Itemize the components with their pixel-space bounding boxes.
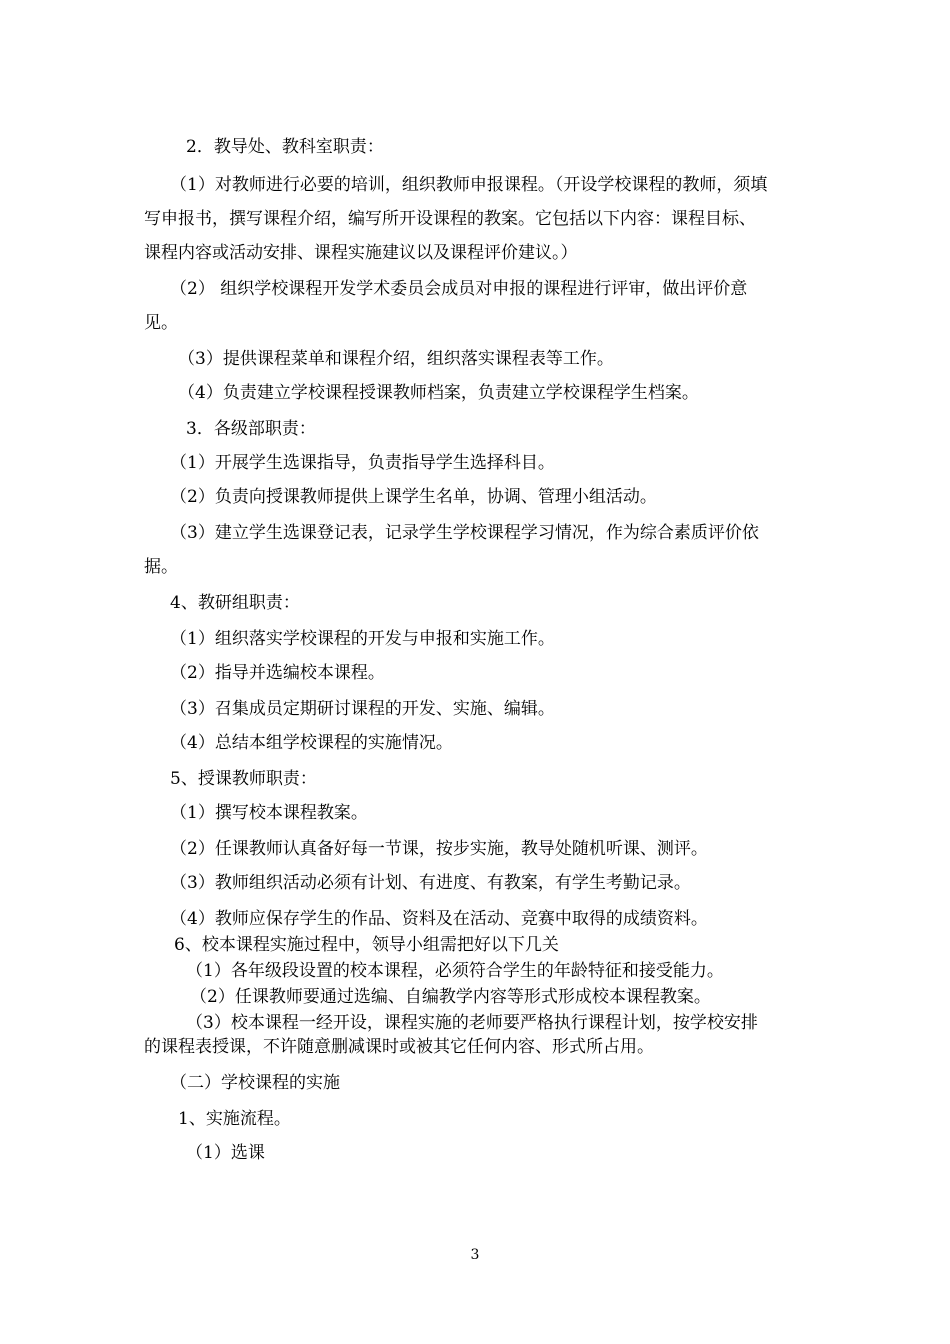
heading-teaching-office-duties: 2．教导处、教科室职责： bbox=[186, 137, 384, 157]
page-number: 3 bbox=[470, 1247, 480, 1263]
paragraph-line: （1）各年级段设置的校本课程，必须符合学生的年龄特征和接受能力。 bbox=[186, 961, 724, 981]
paragraph-line: （2）任课教师认真备好每一节课，按步实施，教导处随机听课、测评。 bbox=[170, 839, 708, 859]
heading-grade-department-duties: 3．各级部职责： bbox=[186, 419, 316, 439]
paragraph-line: 写申报书，撰写课程介绍，编写所开设课程的教案。它包括以下内容：课程目标、 bbox=[144, 209, 756, 229]
paragraph-line: （3）教师组织活动必须有计划、有进度、有教案，有学生考勤记录。 bbox=[170, 873, 691, 893]
paragraph-line: 的课程表授课，不许随意删减课时或被其它任何内容、形式所占用。 bbox=[144, 1037, 654, 1057]
paragraph-line: （1）撰写校本课程教案。 bbox=[170, 803, 368, 823]
paragraph-line: （1）对教师进行必要的培训，组织教师申报课程。（开设学校课程的教师，须填 bbox=[170, 175, 768, 195]
paragraph-line: （2）指导并选编校本课程。 bbox=[170, 663, 385, 683]
paragraph-line: （4）总结本组学校课程的实施情况。 bbox=[170, 733, 453, 753]
paragraph-line: （3）召集成员定期研讨课程的开发、实施、编辑。 bbox=[170, 699, 555, 719]
heading-research-group-duties: 4、教研组职责： bbox=[170, 593, 300, 613]
paragraph-line: （3）建立学生选课登记表，记录学生学校课程学习情况，作为综合素质评价依 bbox=[170, 523, 759, 543]
paragraph-line: （2）负责向授课教师提供上课学生名单，协调、管理小组活动。 bbox=[170, 487, 657, 507]
paragraph-line: （1）选课 bbox=[186, 1143, 265, 1163]
paragraph-line: （3）提供课程菜单和课程介绍，组织落实课程表等工作。 bbox=[178, 349, 614, 369]
paragraph-line: （1）组织落实学校课程的开发与申报和实施工作。 bbox=[170, 629, 555, 649]
paragraph-line: （2） 组织学校课程开发学术委员会成员对申报的课程进行评审，做出评价意 bbox=[170, 279, 748, 299]
paragraph-line: （4）负责建立学校课程授课教师档案，负责建立学校课程学生档案。 bbox=[178, 383, 699, 403]
heading-implementation-process: 1、实施流程。 bbox=[178, 1109, 291, 1129]
paragraph-line: 见。 bbox=[144, 313, 178, 333]
paragraph-line: （3）校本课程一经开设，课程实施的老师要严格执行课程计划，按学校安排 bbox=[186, 1013, 758, 1033]
paragraph-line: （2）任课教师要通过选编、自编教学内容等形式形成校本课程教案。 bbox=[190, 987, 711, 1007]
heading-teacher-duties: 5、授课教师职责： bbox=[170, 769, 317, 789]
paragraph-line: 据。 bbox=[144, 557, 178, 577]
paragraph-line: （1）开展学生选课指导，负责指导学生选择科目。 bbox=[170, 453, 555, 473]
heading-course-implementation: （二）学校课程的实施 bbox=[170, 1073, 340, 1093]
paragraph-line: （4）教师应保存学生的作品、资料及在活动、竞赛中取得的成绩资料。 bbox=[170, 909, 708, 929]
paragraph-line: 课程内容或活动安排、课程实施建议以及课程评价建议。） bbox=[144, 243, 578, 263]
heading-implementation-checks: 6、校本课程实施过程中，领导小组需把好以下几关 bbox=[174, 935, 559, 955]
